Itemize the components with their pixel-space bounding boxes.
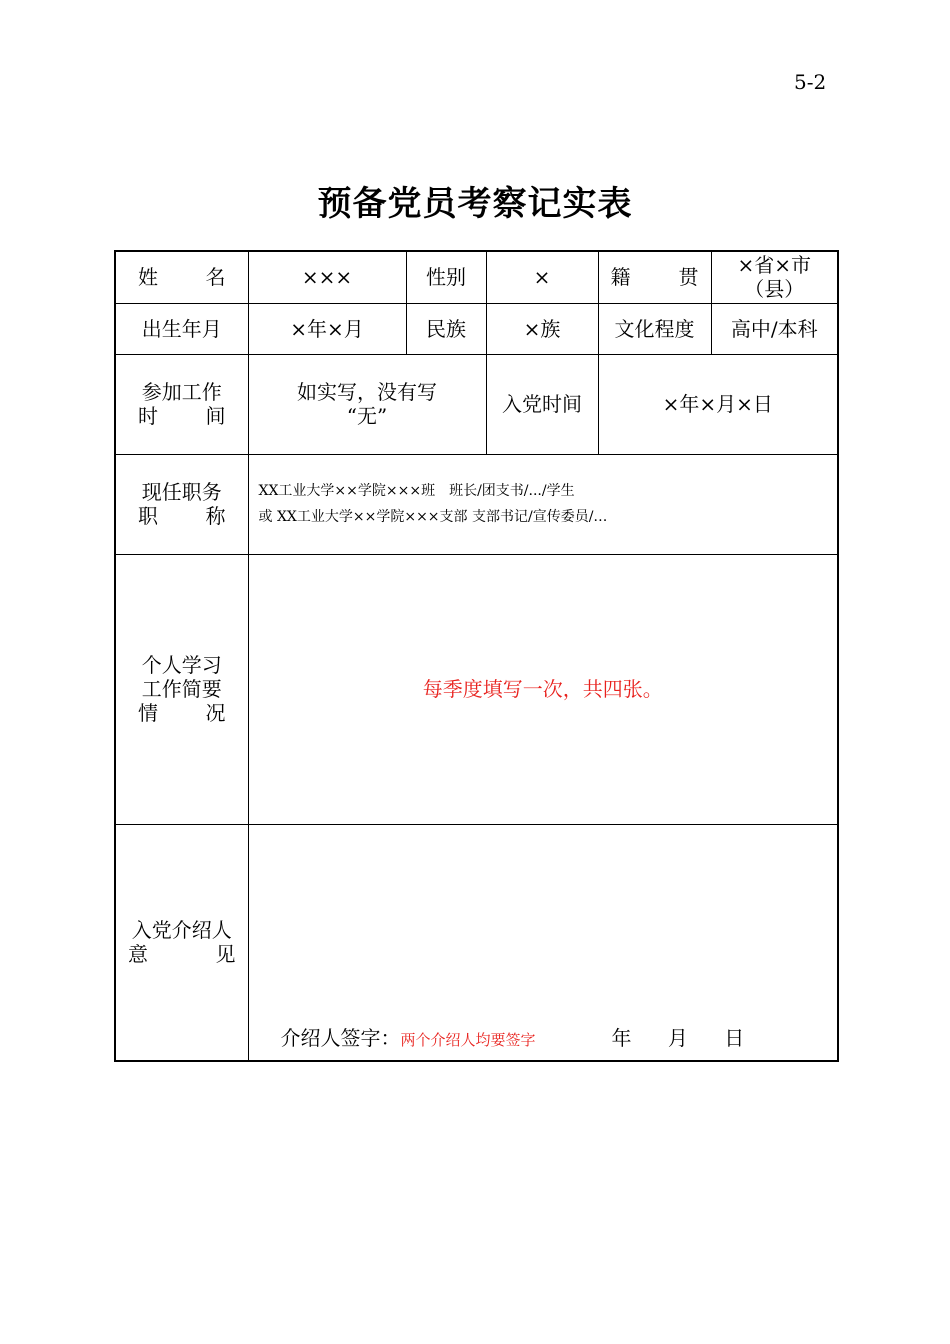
join-party-label: 入党时间 [486,354,598,454]
row-position [115,454,838,554]
birth-value[interactable]: ×年×月 [248,303,406,354]
introducer-opinion-value[interactable] [248,824,838,1061]
gender-value[interactable]: × [486,251,598,303]
study-work-value[interactable]: 每季度填写一次，共四张。 [248,554,838,824]
education-label: 文化程度 [598,303,711,354]
ethnicity-value[interactable]: ×族 [486,303,598,354]
assessment-form-table [114,250,839,1062]
work-start-label: 参加工作 时 间 [115,354,248,454]
position-value[interactable]: XX工业大学××学院×××班 班长/团支书/.../学生 或 XX工业大学××学院×××支部 支部书记/宣传委员/… [248,454,838,554]
ethnicity-label: 民族 [406,303,486,354]
name-value[interactable]: ××× [248,251,406,303]
study-work-label: 个人学习 工作简要 情 况 [115,554,248,824]
signature-label: 介绍人签字： [280,1025,401,1050]
origin-value[interactable]: ×省×市 （县） [711,251,838,303]
row-introducer [115,824,838,1061]
page-number: 5-2 [794,70,827,94]
row-study [115,554,838,824]
gender-label: 性别 [406,251,486,303]
birth-label: 出生年月 [115,303,248,354]
name-label: 姓 名 [115,251,248,303]
join-party-value[interactable]: ×年×月×日 [598,354,838,454]
origin-label: 籍 贯 [598,251,711,303]
signature-note: 两个介绍人均要签字 [400,1030,536,1049]
row-work [115,354,838,454]
education-value[interactable]: 高中/本科 [711,303,838,354]
introducer-opinion-label: 入党介绍人 意 见 [115,824,248,1061]
signature-line [281,1026,745,1050]
row-name [115,251,838,303]
signature-date[interactable]: 年 月 日 [611,1025,745,1050]
form-title: 预备党员考察记实表 [317,184,633,224]
position-label: 现任职务 职 称 [115,454,248,554]
work-start-value[interactable]: 如实写，没有写 “无” [248,354,486,454]
row-birth [115,303,838,354]
